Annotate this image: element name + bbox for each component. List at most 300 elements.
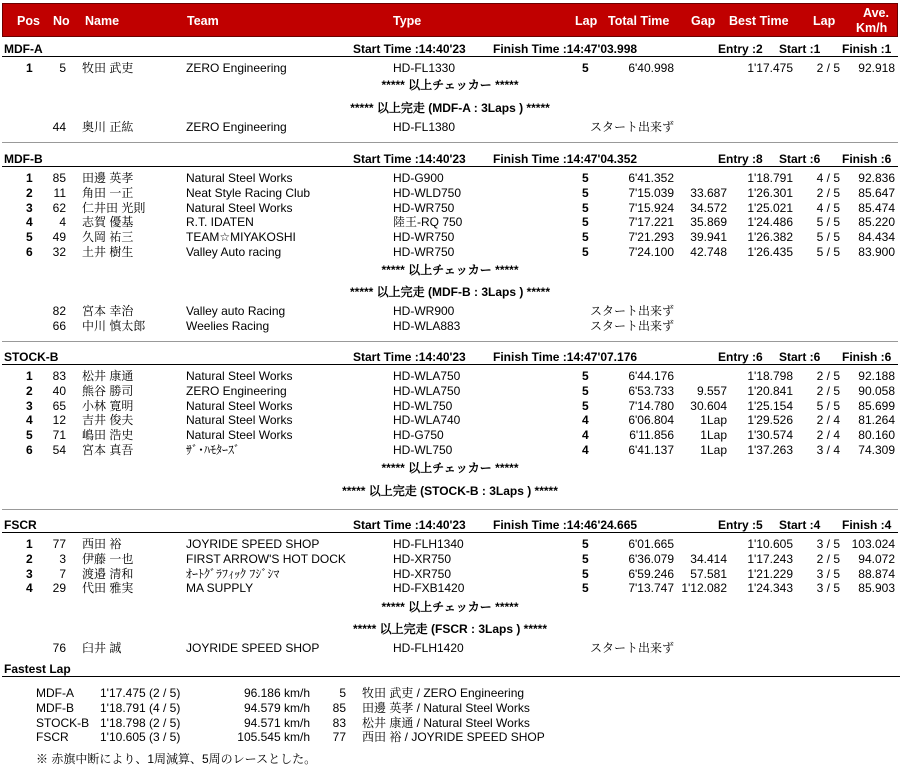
laps: 5	[582, 61, 589, 75]
section-divider	[2, 341, 898, 342]
pos: 4	[26, 413, 33, 428]
finish-count: Finish :6	[842, 152, 892, 166]
gap: 33.687	[690, 185, 727, 200]
team-name: MA SUPPLY	[186, 581, 254, 596]
car-number: 49	[52, 230, 66, 245]
machine-type: HD-WLD750	[393, 185, 462, 200]
section-name: FSCR	[4, 518, 37, 532]
car-number: 7	[59, 566, 66, 581]
machine-type: HD-WR750	[393, 200, 455, 215]
machine-type: HD-FXB1420	[393, 581, 465, 596]
total-time: 7'15.039	[628, 185, 674, 200]
car-number: 54	[52, 443, 66, 457]
best-lap: 5 / 5	[816, 215, 840, 230]
rider-name: 中川 慎太郎	[82, 318, 146, 333]
section-name: STOCK-B	[4, 350, 59, 364]
finish-time: Finish Time :14:46'24.665	[493, 518, 638, 532]
best-time: 1'37.263	[747, 443, 793, 457]
finish-summary: ***** 以上完走 (MDF-B : 3Laps ) *****	[349, 285, 551, 299]
total-time: 7'17.221	[628, 215, 674, 230]
finish-time: Finish Time :14:47'07.176	[493, 350, 638, 364]
rider-name: 西田 裕	[82, 537, 122, 551]
team-name: TEAM☆MIYAKOSHI	[186, 230, 296, 245]
car-number: 77	[52, 537, 66, 551]
col-team: Team	[187, 14, 219, 28]
total-time: 6'01.665	[628, 537, 674, 551]
machine-type: HD-WL750	[393, 398, 453, 413]
best-lap: 2 / 4	[816, 413, 840, 428]
average-speed: 85.474	[858, 200, 895, 215]
laps: 5	[582, 171, 589, 185]
team-name: ZERO Engineering	[186, 61, 287, 75]
best-time: 1'20.841	[747, 383, 793, 398]
best-lap: 5 / 5	[816, 398, 840, 413]
best-time: 1'18.798	[747, 369, 793, 383]
table-row	[0, 537, 900, 552]
fastest-lap-row	[0, 686, 900, 701]
checker-note: ***** 以上チェッカー *****	[381, 600, 519, 614]
gap: 34.572	[690, 200, 727, 215]
total-time: 6'36.079	[628, 551, 674, 566]
car-number: 66	[52, 318, 66, 333]
laps: 5	[582, 369, 589, 383]
car-number: 29	[52, 581, 66, 596]
pos: 1	[26, 369, 33, 383]
machine-type: HD-XR750	[393, 566, 452, 581]
team-name: Weelies Racing	[186, 318, 270, 333]
team-name: JOYRIDE SPEED SHOP	[186, 641, 320, 655]
rider-name: 田邊 英孝	[82, 171, 134, 185]
section-header	[2, 518, 898, 533]
machine-type: HD-FL1380	[393, 120, 456, 134]
dns-status: スタート出来ず	[590, 120, 675, 134]
average-speed: 92.188	[858, 369, 895, 383]
finish-summary: ***** 以上完走 (MDF-A : 3Laps ) *****	[350, 101, 550, 115]
car-number: 32	[52, 245, 66, 259]
car-number: 44	[52, 120, 66, 134]
best-lap: 3 / 5	[816, 537, 840, 551]
rider-name: 奥川 正紘	[82, 120, 134, 134]
table-row	[0, 384, 900, 399]
rider-name: 熊谷 勝司	[82, 383, 134, 398]
best-time: 1'29.526	[747, 413, 793, 428]
rider-name: 久岡 祐三	[82, 230, 134, 245]
table-row	[0, 215, 900, 230]
table-row	[0, 581, 900, 596]
section-divider	[2, 509, 898, 510]
best-lap: 2 / 5	[816, 551, 840, 566]
machine-type: HD-XR750	[393, 551, 452, 566]
team-name: JOYRIDE SPEED SHOP	[186, 537, 320, 551]
table-row	[0, 413, 900, 428]
table-row	[0, 230, 900, 245]
total-time: 7'24.100	[628, 245, 674, 259]
average-speed: 85.220	[858, 215, 895, 230]
gap: 1Lap	[700, 413, 727, 428]
laps: 5	[582, 551, 589, 566]
finish-count: Finish :1	[842, 42, 892, 56]
average-speed: 92.918	[858, 61, 895, 75]
total-time: 6'06.804	[628, 413, 674, 428]
best-time: 1'17.243	[747, 551, 793, 566]
gap: 9.557	[696, 383, 727, 398]
laps: 5	[582, 566, 589, 581]
total-time: 6'40.998	[628, 61, 674, 75]
best-lap: 5 / 5	[816, 245, 840, 259]
machine-type: 陸王-RQ 750	[393, 215, 463, 230]
pos: 6	[26, 245, 33, 259]
lap-time: 1'17.475 (2 / 5)	[100, 686, 181, 700]
laps: 5	[582, 185, 589, 200]
rider-team: 牧田 武吏 / ZERO Engineering	[362, 686, 525, 700]
table-row	[0, 171, 900, 186]
car-number: 85	[52, 171, 66, 185]
total-time: 6'41.137	[628, 443, 674, 457]
lap-speed: 105.545 km/h	[237, 730, 310, 745]
rider-name: 嶋田 浩史	[82, 428, 134, 443]
fastest-lap-header: Fastest Lap	[2, 662, 900, 677]
table-row	[0, 245, 900, 260]
col-type: Type	[393, 14, 422, 28]
laps: 5	[582, 383, 589, 398]
gap: 1Lap	[700, 428, 727, 443]
car-number: 62	[52, 200, 66, 215]
best-time: 1'26.435	[747, 245, 793, 259]
entry-count: Entry :2	[718, 42, 763, 56]
car-number: 3	[59, 551, 66, 566]
machine-type: HD-WLA883	[393, 318, 461, 333]
pos: 5	[26, 230, 33, 245]
total-time: 6'44.176	[628, 369, 674, 383]
gap: 34.414	[690, 551, 727, 566]
gap: 1'12.082	[681, 581, 727, 596]
pos: 3	[26, 200, 33, 215]
col-best-time: Best Time	[729, 14, 789, 28]
class-name: STOCK-B	[36, 715, 90, 730]
team-name: ZERO Engineering	[186, 120, 287, 134]
gap: 35.869	[690, 215, 727, 230]
average-speed: 85.699	[858, 398, 895, 413]
best-time: 1'26.382	[747, 230, 793, 245]
class-name: FSCR	[36, 730, 69, 745]
team-name: Natural Steel Works	[186, 369, 293, 383]
machine-type: HD-FL1330	[393, 61, 456, 75]
pos: 1	[26, 537, 33, 551]
total-time: 6'59.246	[628, 566, 674, 581]
finish-summary: ***** 以上完走 (FSCR : 3Laps ) *****	[352, 622, 548, 636]
entry-count: Entry :5	[718, 518, 763, 532]
section-header	[2, 152, 898, 167]
laps: 5	[582, 537, 589, 551]
section-divider	[2, 142, 898, 143]
average-speed: 94.072	[858, 551, 895, 566]
average-speed: 90.058	[858, 383, 895, 398]
machine-type: HD-G750	[393, 428, 444, 443]
col-no: No	[53, 14, 70, 28]
class-name: MDF-A	[36, 686, 74, 700]
pos: 3	[26, 398, 33, 413]
rider-name: 志賀 優基	[82, 215, 134, 230]
col-total-time: Total Time	[608, 14, 670, 28]
best-time: 1'21.229	[747, 566, 793, 581]
lap-time: 1'10.605 (3 / 5)	[100, 730, 181, 745]
average-speed: 84.434	[858, 230, 895, 245]
total-time: 7'15.924	[628, 200, 674, 215]
team-name: Valley Auto racing	[186, 245, 282, 259]
finish-time: Finish Time :14:47'04.352	[493, 152, 638, 166]
rider-name: 角田 一正	[82, 185, 134, 200]
rider-name: 小林 寛明	[82, 398, 134, 413]
average-speed: 80.160	[858, 428, 895, 443]
best-lap: 4 / 5	[816, 200, 840, 215]
car-number: 85	[332, 700, 346, 715]
red-flag-note: ※ 赤旗中断により、1周減算、5周のレースとした。	[36, 752, 317, 766]
total-time: 7'21.293	[628, 230, 674, 245]
rider-name: 宮本 真吾	[82, 443, 134, 457]
laps: 5	[582, 581, 589, 596]
gap: 42.748	[690, 245, 727, 259]
average-speed: 85.647	[858, 185, 895, 200]
team-name: Natural Steel Works	[186, 428, 293, 443]
rider-name: 伊藤 一也	[82, 551, 134, 566]
rider-team: 田邊 英孝 / Natural Steel Works	[362, 700, 530, 715]
laps: 5	[582, 215, 589, 230]
team-name: R.T. IDATEN	[186, 215, 254, 230]
car-number: 11	[53, 185, 66, 200]
car-number: 71	[52, 428, 66, 443]
car-number: 12	[52, 413, 66, 428]
best-lap: 3 / 5	[816, 581, 840, 596]
lap-speed: 94.571 km/h	[243, 715, 310, 730]
team-name: Natural Steel Works	[186, 200, 293, 215]
pos: 1	[26, 171, 33, 185]
col-lap: Lap	[575, 14, 598, 28]
best-time: 1'25.021	[747, 200, 793, 215]
table-row	[0, 186, 900, 201]
machine-type: HD-FLH1420	[393, 641, 464, 655]
team-name: ｻﾞ･ﾊﾓﾀｰｽﾞ	[186, 443, 241, 457]
fastest-lap-row	[0, 701, 900, 716]
dns-status: スタート出来ず	[590, 304, 675, 318]
start-time: Start Time :14:40'23	[353, 152, 466, 166]
start-time: Start Time :14:40'23	[353, 518, 466, 532]
best-lap: 2 / 4	[816, 428, 840, 443]
section-header	[2, 42, 898, 57]
rider-name: 牧田 武吏	[82, 61, 134, 75]
section-name: MDF-A	[4, 42, 43, 56]
car-number: 83	[332, 715, 346, 730]
team-name: ZERO Engineering	[186, 383, 287, 398]
pos: 6	[26, 443, 33, 457]
laps: 5	[582, 230, 589, 245]
car-number: 40	[52, 383, 66, 398]
machine-type: HD-WLA750	[393, 369, 461, 383]
machine-type: HD-G900	[393, 171, 444, 185]
pos: 4	[26, 581, 33, 596]
gap: 39.941	[690, 230, 727, 245]
rider-name: 代田 雅実	[82, 581, 134, 596]
total-time: 7'14.780	[628, 398, 674, 413]
class-name: MDF-B	[36, 700, 74, 715]
total-time: 6'53.733	[628, 383, 674, 398]
team-name: Natural Steel Works	[186, 413, 293, 428]
entry-count: Entry :8	[718, 152, 763, 166]
col-gap: Gap	[691, 14, 716, 28]
average-speed: 81.264	[858, 413, 895, 428]
best-time: 1'30.574	[747, 428, 793, 443]
col-best-lap: Lap	[813, 14, 836, 28]
results-table-header	[2, 3, 898, 37]
dns-status: スタート出来ず	[590, 641, 675, 655]
col-pos: Pos	[17, 14, 40, 28]
best-time: 1'10.605	[747, 537, 793, 551]
lap-speed: 96.186 km/h	[243, 686, 310, 700]
pos: 2	[26, 383, 33, 398]
rider-name: 土井 樹生	[82, 245, 134, 259]
checker-note: ***** 以上チェッカー *****	[381, 263, 519, 277]
average-speed: 92.836	[858, 171, 895, 185]
team-name: Natural Steel Works	[186, 171, 293, 185]
dns-row	[0, 120, 900, 135]
start-time: Start Time :14:40'23	[353, 42, 466, 56]
best-time: 1'24.486	[747, 215, 793, 230]
car-number: 5	[339, 686, 346, 700]
col-name: Name	[85, 14, 120, 28]
gap: 1Lap	[700, 443, 727, 457]
section-header	[2, 350, 898, 365]
best-lap: 2 / 5	[816, 185, 840, 200]
checker-note: ***** 以上チェッカー *****	[381, 461, 519, 475]
fastest-lap-row	[0, 716, 900, 731]
dns-row	[0, 319, 900, 334]
rider-name: 松井 康通	[82, 369, 134, 383]
dns-status: スタート出来ず	[590, 318, 675, 333]
car-number: 5	[59, 61, 66, 75]
table-row	[0, 399, 900, 414]
table-row	[0, 428, 900, 443]
start-count: Start :1	[779, 42, 821, 56]
best-time: 1'17.475	[747, 61, 793, 75]
pos: 2	[26, 551, 33, 566]
rider-name: 吉井 俊夫	[82, 413, 134, 428]
pos: 5	[26, 428, 33, 443]
lap-time: 1'18.791 (4 / 5)	[100, 700, 181, 715]
rider-name: 渡邉 清和	[82, 566, 134, 581]
average-speed: 88.874	[858, 566, 895, 581]
laps: 4	[582, 443, 589, 457]
total-time: 6'41.352	[628, 171, 674, 185]
best-lap: 2 / 5	[816, 369, 840, 383]
best-lap: 2 / 5	[816, 383, 840, 398]
finish-summary: ***** 以上完走 (STOCK-B : 3Laps ) *****	[342, 484, 558, 498]
finish-time: Finish Time :14:47'03.998	[493, 42, 638, 56]
car-number: 4	[59, 215, 66, 230]
machine-type: HD-WLA740	[393, 413, 461, 428]
table-row	[0, 369, 900, 384]
machine-type: HD-WLA750	[393, 383, 461, 398]
start-count: Start :6	[779, 350, 821, 364]
average-speed: 83.900	[858, 245, 895, 259]
rider-name: 宮本 幸治	[82, 304, 134, 318]
section-name: MDF-B	[4, 152, 43, 166]
team-name: Valley auto Racing	[186, 304, 286, 318]
table-row	[0, 567, 900, 582]
rider-name: 臼井 誠	[82, 641, 122, 655]
best-time: 1'25.154	[747, 398, 793, 413]
lap-time: 1'18.798 (2 / 5)	[100, 715, 181, 730]
total-time: 7'13.747	[628, 581, 674, 596]
car-number: 77	[332, 730, 346, 745]
best-lap: 3 / 4	[816, 443, 840, 457]
rider-team: 西田 裕 / JOYRIDE SPEED SHOP	[362, 730, 545, 745]
car-number: 65	[52, 398, 66, 413]
car-number: 83	[52, 369, 66, 383]
finish-count: Finish :6	[842, 350, 892, 364]
rider-team: 松井 康通 / Natural Steel Works	[362, 715, 530, 730]
team-name: ｵｰﾄｸﾞﾗﾌｨｯｸ ﾌｼﾞｼﾏ	[186, 566, 280, 581]
fastest-lap-row	[0, 730, 900, 745]
best-time: 1'18.791	[747, 171, 793, 185]
average-speed: 103.024	[851, 537, 895, 551]
car-number: 76	[52, 641, 66, 655]
pos: 2	[26, 185, 33, 200]
best-lap: 3 / 5	[816, 566, 840, 581]
gap: 30.604	[690, 398, 727, 413]
best-lap: 4 / 5	[816, 171, 840, 185]
gap: 57.581	[690, 566, 727, 581]
col-ave: Ave.	[863, 6, 889, 20]
team-name: Neat Style Racing Club	[186, 185, 311, 200]
machine-type: HD-WR900	[393, 304, 455, 318]
rider-name: 仁井田 光則	[82, 200, 146, 215]
best-time: 1'26.301	[747, 185, 793, 200]
machine-type: HD-WR750	[393, 230, 455, 245]
col-kmh: Km/h	[856, 21, 888, 35]
table-row	[0, 552, 900, 567]
machine-type: HD-WR750	[393, 245, 455, 259]
laps: 4	[582, 413, 589, 428]
total-time: 6'11.856	[629, 428, 674, 443]
average-speed: 74.309	[858, 443, 895, 457]
team-name: FIRST ARROW'S HOT DOCK	[186, 551, 346, 566]
start-count: Start :4	[779, 518, 821, 532]
table-row	[0, 201, 900, 216]
pos: 1	[26, 61, 33, 75]
best-time: 1'24.343	[747, 581, 793, 596]
dns-row	[0, 641, 900, 656]
table-row	[0, 61, 900, 76]
team-name: Natural Steel Works	[186, 398, 293, 413]
best-lap: 5 / 5	[816, 230, 840, 245]
pos: 3	[26, 566, 33, 581]
average-speed: 85.903	[858, 581, 895, 596]
laps: 4	[582, 428, 589, 443]
best-lap: 2 / 5	[816, 61, 840, 75]
car-number: 82	[52, 304, 66, 318]
laps: 5	[582, 398, 589, 413]
finish-count: Finish :4	[842, 518, 892, 532]
start-time: Start Time :14:40'23	[353, 350, 466, 364]
pos: 4	[26, 215, 33, 230]
machine-type: HD-FLH1340	[393, 537, 464, 551]
laps: 5	[582, 245, 589, 259]
checker-note: ***** 以上チェッカー *****	[381, 78, 519, 92]
machine-type: HD-WL750	[393, 443, 453, 457]
start-count: Start :6	[779, 152, 821, 166]
lap-speed: 94.579 km/h	[243, 700, 310, 715]
dns-row	[0, 304, 900, 319]
entry-count: Entry :6	[718, 350, 763, 364]
